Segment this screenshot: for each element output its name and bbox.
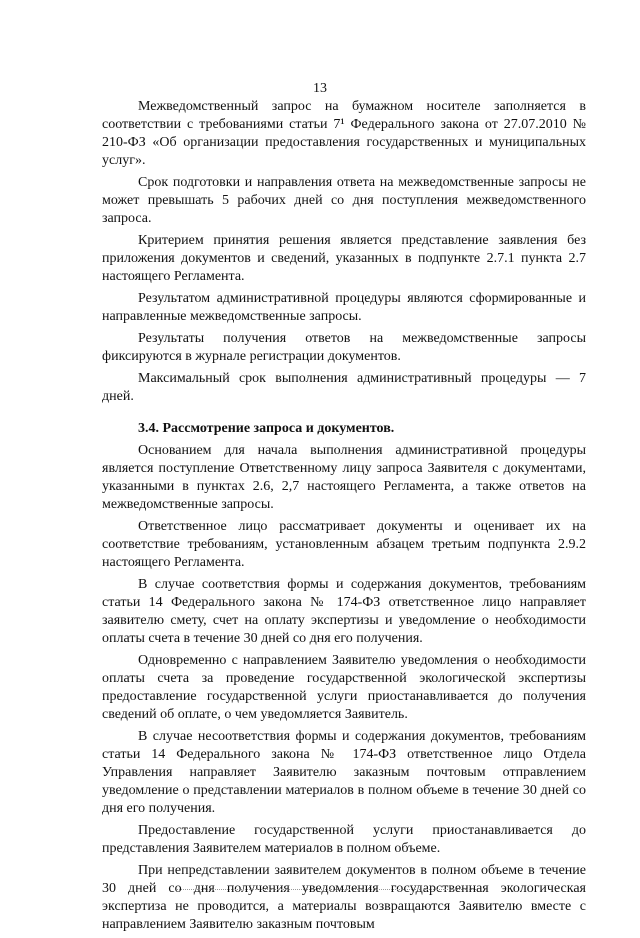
paragraph: Критерием принятия решения является представление заявления без приложения документов и сведений, указанных в подпункте 2.7.1 пункта 2.7 настоящего Регламента.: [102, 233, 586, 284]
paragraph: Максимальный срок выполнения административный процедуры — 7 дней.: [102, 371, 586, 404]
paragraph: Основанием для начала выполнения административной процедуры является поступление Ответственному лицу запроса Заявителя с документами, указанными в пунктах 2.6, 2,7 настоящего Регламента, а также ответов на межведомственные запросы.: [102, 443, 586, 512]
paragraph: Результатом административной процедуры являются сформированные и направленные межведомственные запросы.: [102, 291, 586, 324]
paragraph: Срок подготовки и направления ответа на межведомственные запросы не может превышать 5 рабочих дней со дня поступления межведомственного запроса.: [102, 175, 586, 226]
page-number: 13: [313, 81, 327, 96]
paragraph: Предоставление государственной услуги приостанавливается до представления Заявителем материалов в полном объеме.: [102, 823, 586, 856]
paragraph: Одновременно с направлением Заявителю уведомления о необходимости оплаты счета за проведение государственной экологической экспертизы предоставление государственной услуги приостанавливается до получения сведений об оплате, о чем уведомляется Заявитель.: [102, 653, 586, 722]
paragraph: В случае несоответствия формы и содержания документов, требованиям статьи 14 Федерального закона № 174-ФЗ ответственное лицо Отдела Управления направляет Заявителю заказным почтовым отправлением уведомление о представлении материалов в полном объеме в течение 30 дней со дня его получения.: [102, 729, 586, 816]
paragraph: Ответственное лицо рассматривает документы и оценивает их на соответствие требованиям, установленным абзацем третьим подпункта 2.9.2 настоящего Регламента.: [102, 519, 586, 570]
section-heading: 3.4. Рассмотрение запроса и документов.: [138, 421, 395, 436]
footer-divider: [176, 889, 476, 890]
paragraph: В случае соответствия формы и содержания документов, требованиям статьи 14 Федерального закона № 174-ФЗ ответственное лицо направляет заявителю смету, счет на оплату экспертизы и уведомление о необходимости оплаты счета в течение 30 дней со дня его получения.: [102, 577, 586, 646]
paragraph: Результаты получения ответов на межведомственные запросы фиксируются в журнале регистрации документов.: [102, 331, 586, 364]
paragraph: Межведомственный запрос на бумажном носителе заполняется в соответствии с требованиями статьи 7¹ Федерального закона от 27.07.2010 № 210-ФЗ «Об организации предоставления государственных и муниципальных услуг».: [102, 99, 586, 168]
paragraph: При непредставлении заявителем документов в полном объеме в течение 30 дней со дня получения уведомления государственная экологическая экспертиза не проводится, а материалы возвращаются Заявителю вместе с направлением Заявителю заказным почтовым: [102, 863, 586, 932]
document-body: [102, 98, 586, 938]
